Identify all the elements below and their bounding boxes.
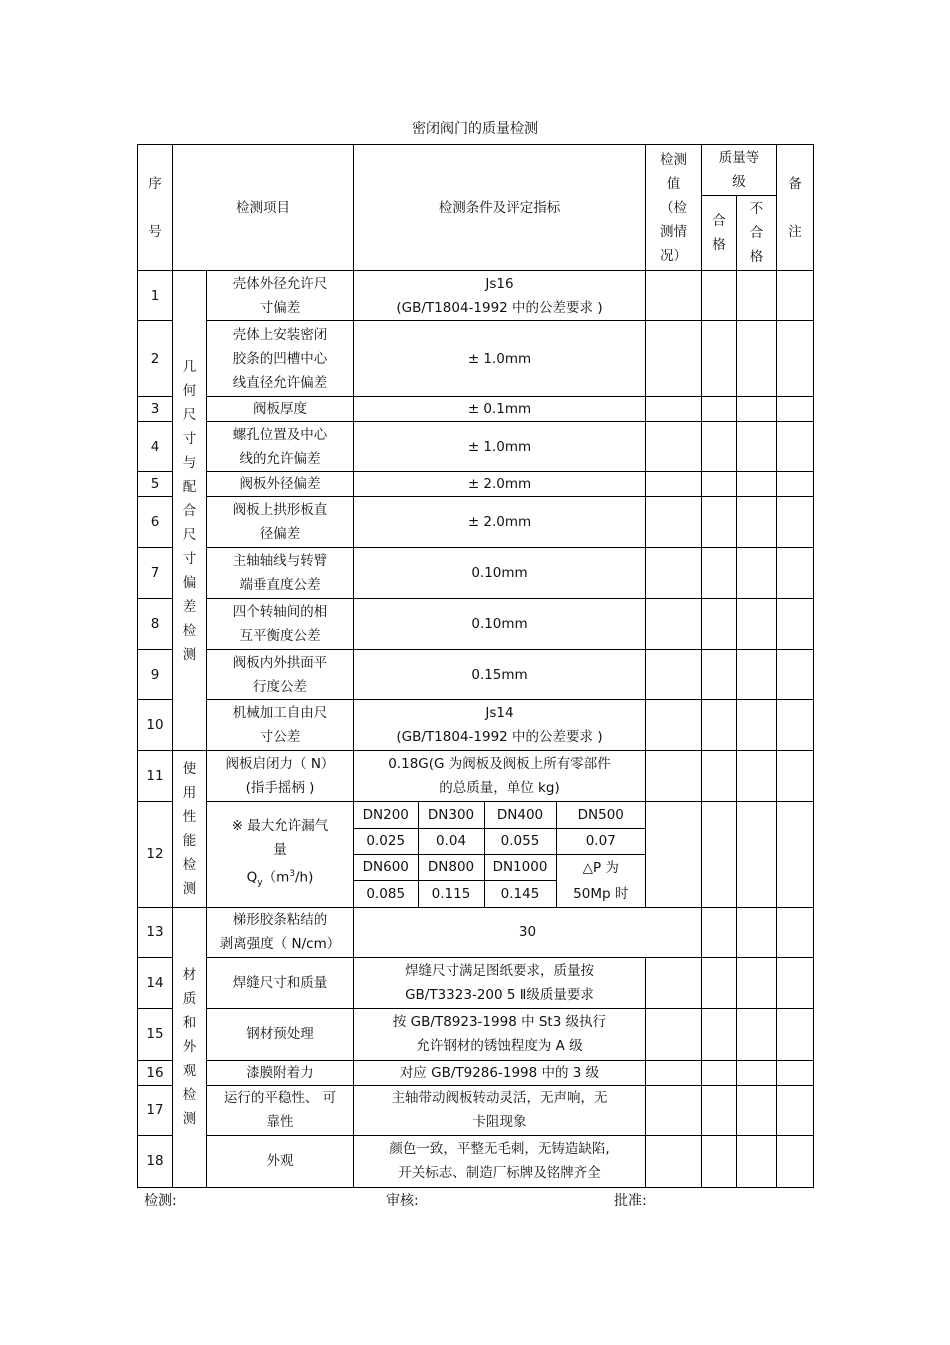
row-item: 阀板内外拱面平 行度公差	[207, 650, 354, 700]
row-no: 16	[138, 1060, 173, 1085]
header-remark: 备 注	[777, 145, 814, 271]
table-row	[138, 472, 814, 497]
table-row	[138, 397, 814, 422]
table-row	[138, 1008, 814, 1060]
table-row	[138, 802, 814, 908]
leak-size: DN1000	[484, 854, 556, 880]
row-no: 2	[138, 321, 173, 397]
row-cond: 0.15mm	[354, 650, 646, 700]
group-material: 材 质 和 外 观 检 测	[173, 907, 207, 1187]
row-item: 漆膜附着力	[207, 1060, 354, 1085]
row-cond: 按 GB/T8923-1998 中 St3 级执行 允许钢材的锈蚀程度为 A 级	[354, 1008, 646, 1060]
row-cond: Js16 (GB/T1804-1992 中的公差要求 )	[354, 271, 646, 321]
leak-size: DN300	[418, 802, 484, 828]
row-no: 3	[138, 397, 173, 422]
table-row	[138, 700, 814, 751]
row-no: 11	[138, 751, 173, 802]
row-cond: ± 1.0mm	[354, 422, 646, 472]
table-row	[138, 1085, 814, 1135]
table-row	[138, 422, 814, 472]
row-no: 13	[138, 907, 173, 957]
row-item: 运行的平稳性、 可 靠性	[207, 1085, 354, 1135]
row-cond: 30	[354, 907, 702, 957]
row-no: 10	[138, 700, 173, 751]
row-cond: 对应 GB/T9286-1998 中的 3 级	[354, 1060, 646, 1085]
row-item: 阀板厚度	[207, 397, 354, 422]
row-cond: ± 0.1mm	[354, 397, 646, 422]
footer-review: 审核:	[386, 1193, 419, 1209]
table-row	[138, 321, 814, 397]
table-row	[138, 1060, 814, 1085]
leak-value: 0.07	[556, 828, 645, 854]
table-row	[138, 599, 814, 650]
row-cond: ± 2.0mm	[354, 497, 646, 548]
row-no: 7	[138, 548, 173, 599]
row-no: 6	[138, 497, 173, 548]
row-no: 5	[138, 472, 173, 497]
row-no: 1	[138, 271, 173, 321]
leak-subtable-cell	[354, 802, 646, 908]
leak-value: 0.04	[418, 828, 484, 854]
row-no: 15	[138, 1008, 173, 1060]
document-title: 密闭阀门的质量检测	[412, 121, 538, 137]
footer-approve: 批准:	[614, 1193, 647, 1209]
row-item: 螺孔位置及中心 线的允许偏差	[207, 422, 354, 472]
table-row	[138, 907, 814, 957]
row-cond: 0.18G(G 为阀板及阀板上所有零部件 的总质量，单位 kg)	[354, 751, 646, 802]
row-item: 四个转轴间的相 互平衡度公差	[207, 599, 354, 650]
footer-inspect: 检测:	[144, 1193, 177, 1209]
leak-unit: $Q_y(m^3/h)$	[246, 868, 314, 888]
table-row	[138, 1135, 814, 1187]
row-no: 14	[138, 957, 173, 1008]
row-item: 机械加工自由尺 寸公差	[207, 700, 354, 751]
leak-value: 0.115	[418, 880, 484, 906]
row-cond: 0.10mm	[354, 599, 646, 650]
row-item: ※ 最大允许漏气 量 $Q_y(m^3/h)$	[207, 802, 354, 908]
leak-size: DN200	[354, 802, 418, 828]
header-cond: 检测条件及评定指标	[354, 145, 646, 271]
header-seq: 序 号	[138, 145, 173, 271]
row-item: 钢材预处理	[207, 1008, 354, 1060]
row-cond: 0.10mm	[354, 548, 646, 599]
row-cond: 颜色一致，平整无毛刺，无铸造缺陷, 开关标志、制造厂标牌及铭牌齐全	[354, 1135, 646, 1187]
table-row	[138, 957, 814, 1008]
row-no: 4	[138, 422, 173, 472]
row-item: 梯形胶条粘结的 剥离强度（ N/cm）	[207, 907, 354, 957]
table-row	[138, 497, 814, 548]
leak-size: DN600	[354, 854, 418, 880]
row-no: 18	[138, 1135, 173, 1187]
table-row	[138, 650, 814, 700]
table-row	[138, 751, 814, 802]
row-item: 外观	[207, 1135, 354, 1187]
leak-value: 0.055	[484, 828, 556, 854]
group-usage: 使 用 性 能 检 测	[173, 751, 207, 908]
leak-note: △P 为 50Mp 时	[556, 854, 645, 907]
leak-size: DN800	[418, 854, 484, 880]
row-cond: Js14 (GB/T1804-1992 中的公差要求 )	[354, 700, 646, 751]
header-grade: 质量等 级	[702, 145, 777, 196]
leak-value: 0.085	[354, 880, 418, 906]
table-row	[138, 548, 814, 599]
leak-size: DN400	[484, 802, 556, 828]
row-item: 壳体上安装密闭 胶条的凹槽中心 线直径允许偏差	[207, 321, 354, 397]
row-no: 9	[138, 650, 173, 700]
row-no: 17	[138, 1085, 173, 1135]
header-value: 检测 值 （检 测情 况）	[646, 145, 702, 271]
row-item: 壳体外径允许尺 寸偏差	[207, 271, 354, 321]
row-cond: ± 2.0mm	[354, 472, 646, 497]
row-item: 焊缝尺寸和质量	[207, 957, 354, 1008]
header-item: 检测项目	[173, 145, 354, 271]
table-row	[138, 271, 814, 321]
header-fail: 不 合 格	[737, 196, 777, 271]
leak-size: DN500	[556, 802, 645, 828]
leak-subtable	[354, 802, 645, 907]
row-cond: ± 1.0mm	[354, 321, 646, 397]
row-cond: 主轴带动阀板转动灵活，无声响，无 卡阻现象	[354, 1085, 646, 1135]
row-no: 12	[138, 802, 173, 908]
leak-value: 0.025	[354, 828, 418, 854]
row-no: 8	[138, 599, 173, 650]
leak-value: 0.145	[484, 880, 556, 906]
inspection-table	[137, 144, 814, 1188]
row-item: 阀板上拱形板直 径偏差	[207, 497, 354, 548]
group-geometry: 几 何 尺 寸 与 配 合 尺 寸 偏 差 检 测	[173, 271, 207, 751]
header-pass: 合 格	[702, 196, 737, 271]
row-cond: 焊缝尺寸满足图纸要求，质量按 GB/T3323-200 5 Ⅱ级质量要求	[354, 957, 646, 1008]
row-item: 主轴轴线与转臂 端垂直度公差	[207, 548, 354, 599]
row-item: 阀板启闭力（ N） (指手摇柄 )	[207, 751, 354, 802]
row-item: 阀板外径偏差	[207, 472, 354, 497]
